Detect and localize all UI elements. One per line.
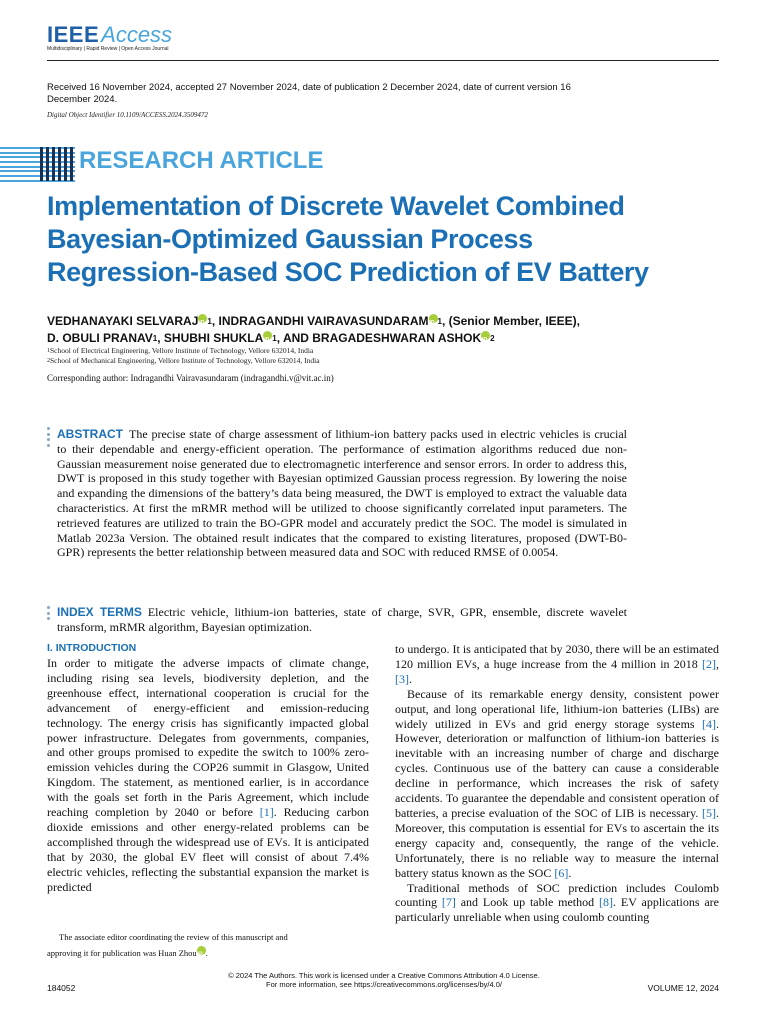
paragraph-text: . However, deterioration or malfunction of lithium-ion batteries is inevitable with an increasing number of charge and discharge cycles. Continuous use of the battery can cause a considerable decline in performance, which increases the risk of safety accidents. To guarantee the dependable and consistent operation of batteries, a precise evaluation of the SOC of LIB is necessary. [395,716,719,820]
paragraph-text: , [716,656,719,671]
abstract [57,427,627,560]
affil-marker: 2 [47,358,50,364]
orcid-icon[interactable] [263,331,272,340]
paragraph [395,687,719,881]
paragraph-text: . EV applications are particularly unreliable when using coulomb counting [395,895,719,925]
paragraph [395,642,719,687]
paragraph-text: . Reducing carbon dioxide emissions and other energy-related problems can be accomplished through the widespread use of EVs. It is anticipated that by 2030, the global EV fleet will consist of about 7.4% electric vehicles, reflecting the substantial expansion the market is predicted [47,805,370,894]
index-terms-label: INDEX TERMS [57,605,142,619]
section-heading: I. INTRODUCTION [47,642,137,654]
index-terms [57,605,627,635]
footnote-line: The associate editor coordinating the review of this manuscript and [59,932,288,942]
paper-title [47,190,687,289]
affil-marker: 1 [272,334,277,343]
citation-link[interactable]: [6] [554,865,569,880]
citation-link[interactable]: [8] [599,895,613,910]
index-terms-dots [47,606,51,623]
citation-link[interactable]: [1] [259,805,274,820]
abstract-text: The precise state of charge assessment of lithium-ion battery packs used in electric vehicles is crucial to their dependable and energy-efficient operation. The performance of estimation algorithms reduced due non-Gaussian measurement noise generated due to electromagnetic interference and sensor errors. In order to address this, DWT is proposed in this study together with Bayesian optimized Gaussian process regression. By lowering the noise and expanding the dimensions of the battery’s data being measured, the DWT is employed to extract the valuable data characteristics. At first the mRMR method will be utilized to choose significantly correlated input parameters. The retrieved features are utilized to train the BO-GPR model and accurately predict the SOC. The model is simulated in Matlab 2023a Version. The obtained result indicates that the compared to existing literatures, proposed (DWT-B0-GPR) represents the better relationship between measured data and SOC with reduced RMSE of 0.0054. [57,427,627,560]
affiliations [47,346,320,366]
paragraph [47,656,369,895]
affiliation [47,356,320,366]
citation-link[interactable]: [7] [441,895,456,910]
affil-marker: 1 [437,317,442,326]
paragraph-text: . [409,671,412,686]
editor-footnote [47,929,369,961]
paragraph-text: . Moreover, this computation is essential for EVs to ascertain the its energy capacity and, consequently, the range of the vehicle. Unfortunately, there is no reliable way to measure the internal battery status known as the SOC [395,805,719,880]
paragraph [395,881,719,926]
author-name: D. OBULI PRANAV [47,331,153,345]
paragraph-text: Because of its remarkable energy density, consistent power output, and long operational life, lithium-ion batteries (LIBs) are widely utilized in EVs and grid energy storage systems [395,686,719,731]
title-line: Implementation of Discrete Wavelet Combined [47,191,625,221]
author-name: AND BRAGADESHWARAN ASHOK [282,331,482,345]
journal-logo [47,22,172,48]
logo-ieee-text: IEEE [47,22,100,47]
title-line: Regression-Based SOC Prediction of EV Battery [47,257,649,287]
body-column-right [395,642,719,925]
corresponding-author: Corresponding author: Indragandhi Vairavasundaram (indragandhi.v@vit.ac.in) [47,373,334,383]
received-dates: Received 16 November 2024, accepted 27 November 2024, date of publication 2 December 2024, date of current version 16 December 2024. [47,82,571,105]
logo-access-text: Access [101,22,173,47]
citation-link[interactable]: [5] [702,805,716,820]
banner-bar [46,147,49,181]
paragraph-text: and Look up table method [455,895,599,910]
banner-bar [52,147,55,181]
banner-bar [70,147,73,181]
footnote-line [47,945,369,961]
affiliation [47,346,320,356]
paragraph-text: In order to mitigate the adverse impacts of climate change, including rising sea levels, biodiversity depletion, and the greenhouse effect, international cooperation is crucial for the advancement of energy-efficient and emission-reducing technology. The energy crisis has significantly impacted global power infrastructure. Delegates from governments, companies, and other groups promised to expedite the switch to 100% zero-emission vehicles during the COP26 summit in Glasgow, United Kingdom. The statement, as mentioned earlier, is in accordance with the goals set forth in the Paris Agreement, which include reaching completion by 2040 or before [47,656,369,820]
header-rule [47,60,719,61]
orcid-icon[interactable] [429,314,438,323]
affiliation-text: School of Electrical Engineering, Vellore Institute of Technology, Vellore 632014, India [50,346,314,355]
citation-link[interactable]: [4] [702,716,716,731]
body-column-left [47,642,369,895]
abstract-dots [47,427,51,449]
page-number: 184052 [47,983,76,993]
abstract-label: ABSTRACT [57,427,123,441]
paragraph-text: Traditional methods of SOC prediction includes Coulomb counting [395,880,719,910]
banner-bar [64,147,67,181]
affil-marker: 2 [490,334,495,343]
article-type: RESEARCH ARTICLE [79,147,324,174]
footnote-text: approving it for publication was Huan Zhou [47,948,197,958]
author-list: VEDHANAYAKI SELVARAJiD $^1$, INDRAGANDHI VAIRAVASUNDARAMiD $^1$, (Senior Member, IEEE), D. OBULI PRANAV$^1$, SHUBHI SHUKLAiD $^1$, AND BRAGADESHWARAN ASHOKiD $^2$ [47,313,719,347]
doi: Digital Object Identifier 10.1109/ACCESS.2024.3509472 [47,111,208,119]
paragraph-text: to undergo. It is anticipated that by 2030, there will be an estimated 120 million EVs, a huge increase from the 4 million in 2018 [395,642,719,671]
author-note: , (Senior Member, IEEE), [441,314,580,328]
journal-tagline: Multidisciplinary | Rapid Review | Open Access Journal [47,46,169,52]
citation-link[interactable]: [3] [395,671,409,686]
title-line: Bayesian-Optimized Gaussian Process [47,224,533,254]
author-name: VEDHANAYAKI SELVARAJ [47,314,199,328]
license-line: © 2024 The Authors. This work is licensed under a Creative Commons Attribution 4.0 License. [228,971,540,980]
author-name: INDRAGANDHI VAIRAVASUNDARAM [218,314,429,328]
citation-link[interactable]: [2] [702,656,716,671]
index-terms-text: Electric vehicle, lithium-ion batteries, state of charge, SVR, GPR, ensemble, discrete wavelet transform, mRMR algorithm, Bayesian optimization. [57,605,627,634]
banner-bar [40,147,43,181]
author-name: SHUBHI SHUKLA [163,331,264,345]
footnote-end: . [205,948,208,958]
affil-marker: 1 [152,334,158,343]
banner-bar [58,147,61,181]
affil-marker: 1 [47,348,50,354]
paragraph-text: . [568,865,572,880]
affiliation-text: School of Mechanical Engineering, Vellore Institute of Technology, Vellore 632014, India [50,356,320,365]
orcid-icon[interactable] [197,946,206,955]
volume-info: VOLUME 12, 2024 [647,983,719,993]
license-line: For more information, see https://creativecommons.org/licenses/by/4.0/ [266,980,502,989]
affil-marker: 1 [207,317,212,326]
orcid-icon[interactable] [481,331,490,340]
